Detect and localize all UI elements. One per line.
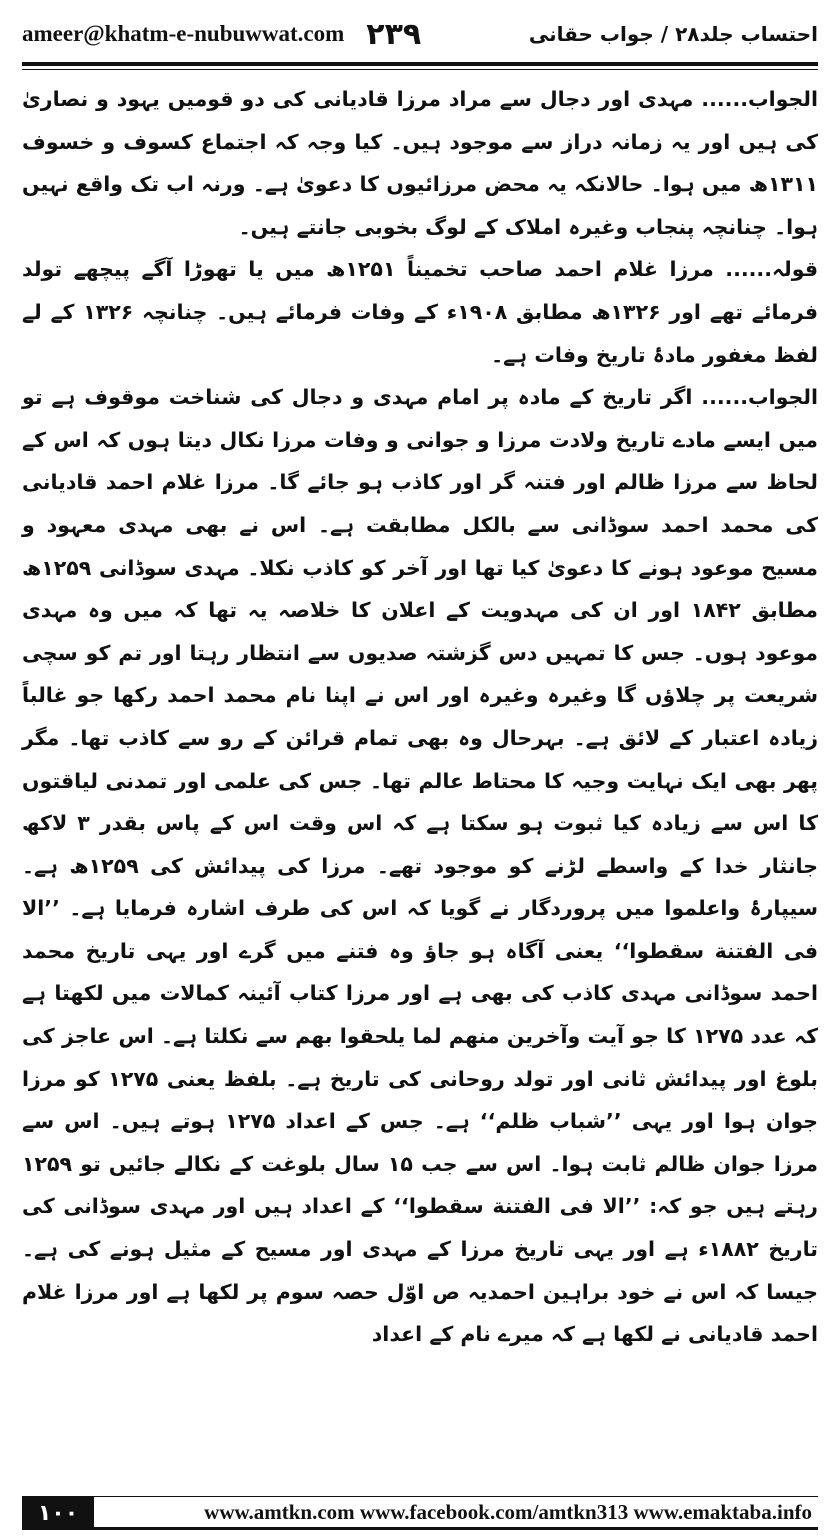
paragraph-label: الجواب...... [693,87,818,111]
page-footer [22,1496,818,1530]
header-left [22,17,421,52]
paragraph [22,78,818,248]
header-rule-thin [22,69,818,70]
header-rule [22,62,818,66]
paragraph [22,376,818,1356]
page-header [22,14,818,54]
paragraph-label: قولہ...... [713,257,818,282]
page-number: ۲۳۹ [366,16,422,52]
paragraph [22,248,818,376]
page-body [22,78,818,1356]
paragraph-text: مہدی اور دجال سے مراد مرزا قادیانی کی دو قومیں یہود و نصاریٰ کی ہیں اور یہ زمانہ دراز سے موجود ہیں۔ کیا وجہ کہ اجتماع کسوف و خسوف ۱۳۱۱ھ میں ہوا۔ حالانکہ یہ محض مرزائیوں کا دعویٰ ہے۔ ورنہ اب تک واقع نہیں ہوا۔ چنانچہ پنجاب وغیرہ املاک کے لوگ بخوبی جانتے ہیں۔ [22,87,818,239]
footer-links[interactable]: www.amtkn.com www.facebook.com/amtkn313 www.emaktaba.info [204,1499,812,1524]
footer-page-box: ۱۰۰ [22,1496,94,1530]
footer-line [94,1496,818,1530]
paragraph-label: الجواب...... [692,385,818,410]
header-email: ameer@khatm-e-nubuwwat.com [22,21,345,46]
paragraph-text: مرزا غلام احمد صاحب تخمیناً ۱۲۵۱ھ میں یا تھوڑا آگے پیچھے تولد فرمائے تھے اور ۱۳۲۶ھ مطابق ۱۹۰۸ء کے وفات فرمائے ہیں۔ چنانچہ ۱۳۲۶ کے لے لفظ مغفور مادۂ تاریخ وفات ہے۔ [22,257,819,367]
book-title: احتساب جلد۲۸ / جواب حقانی [528,22,818,46]
paragraph-text: اگر تاریخ کے مادہ پر امام مہدی و دجال کی شناخت موقوف ہے تو میں ایسے مادے تاریخ ولادت مرزا و جوانی و وفات مرزا نکال دیتا ہوں کہ اس کے لحاظ سے مرزا ظالم اور فتنہ گر اور کاذب ہو جائے گا۔ مرزا غلام احمد قادیانی کی محمد احمد سوڈانی سے بالکل مطابقت ہے۔ اس نے بھی مہدی معہود و مسیح موعود ہونے کا دعویٰ کیا تھا اور آخر کو کاذب نکلا۔ مہدی سوڈانی ۱۲۵۹ھ مطابق ۱۸۴۲ اور ان کی مہدویت کے اعلان کا خلاصہ یہ تھا کہ میں وہ مہدی موعود ہوں۔ جس کا تمہیں دس گزشتہ صدیوں سے انتظار رہتا اور تم کو سچی شریعت پر چلاؤں گا وغیرہ وغیرہ اور اس نے اپنا نام محمد احمد رکھا جو غالباً زیادہ اعتبار کے لائق ہے۔ بہرحال وہ بھی تمام قرائن کے رو سے کاذب تھا۔ مگر پھر بھی ایک نہایت وجیہ کا محتاط عالم تھا۔ جس کی علمی اور تمدنی لیاقتوں کا اس سے زیادہ کیا ثبوت ہو سکتا ہے کہ اس وقت اس کے پاس بقدر ۳ لاکھ جانثار خدا کے واسطے لڑنے کو موجود تھے۔ مرزا کی پیدائش کی ۱۲۵۹ھ ہے۔ سیپارۂ واعلموا میں پروردگار نے گویا کہ اس کی طرف اشارہ فرمایا ہے۔ ’’الا فی الفتنة سقطوا‘‘ یعنی آگاہ ہو جاؤ وہ فتنے میں گرے اور یہی تاریخ محمد احمد سوڈانی مہدی کاذب کی بھی ہے اور مرزا کتاب آئینہ کمالات میں لکھتا ہے کہ عدد ۱۲۷۵ کا جو آیت وآخرین منھم لما یلحقوا بھم سے نکلتا ہے۔ اس عاجز کی بلوغ اور پیدائش ثانی اور تولد روحانی کی تاریخ ہے۔ بلفظ یعنی ۱۲۷۵ کو مرزا جوان ہوا اور یہی ’’شباب ظلم‘‘ ہے۔ جس کے اعداد ۱۲۷۵ ہوتے ہیں۔ اس سے مرزا جوان ظالم ثابت ہوا۔ اس سے جب ۱۵ سال بلوغت کے نکالے جائیں تو ۱۲۵۹ رہتے ہیں جو کہ: ’’الا فی الفتنة سقطوا‘‘ کے اعداد ہیں اور مہدی سوڈانی کی تاریخ ۱۸۸۲ء ہے اور یہی تاریخ مرزا کے مہدی اور مسیح کے مثیل ہونے کی ہے۔ جیسا کہ اس نے خود براہین احمدیہ ص اوّل حصہ سوم پر لکھا ہے اور مرزا غلام احمد قادیانی نے لکھا ہے کہ میرے نام کے اعداد [22,385,818,1347]
